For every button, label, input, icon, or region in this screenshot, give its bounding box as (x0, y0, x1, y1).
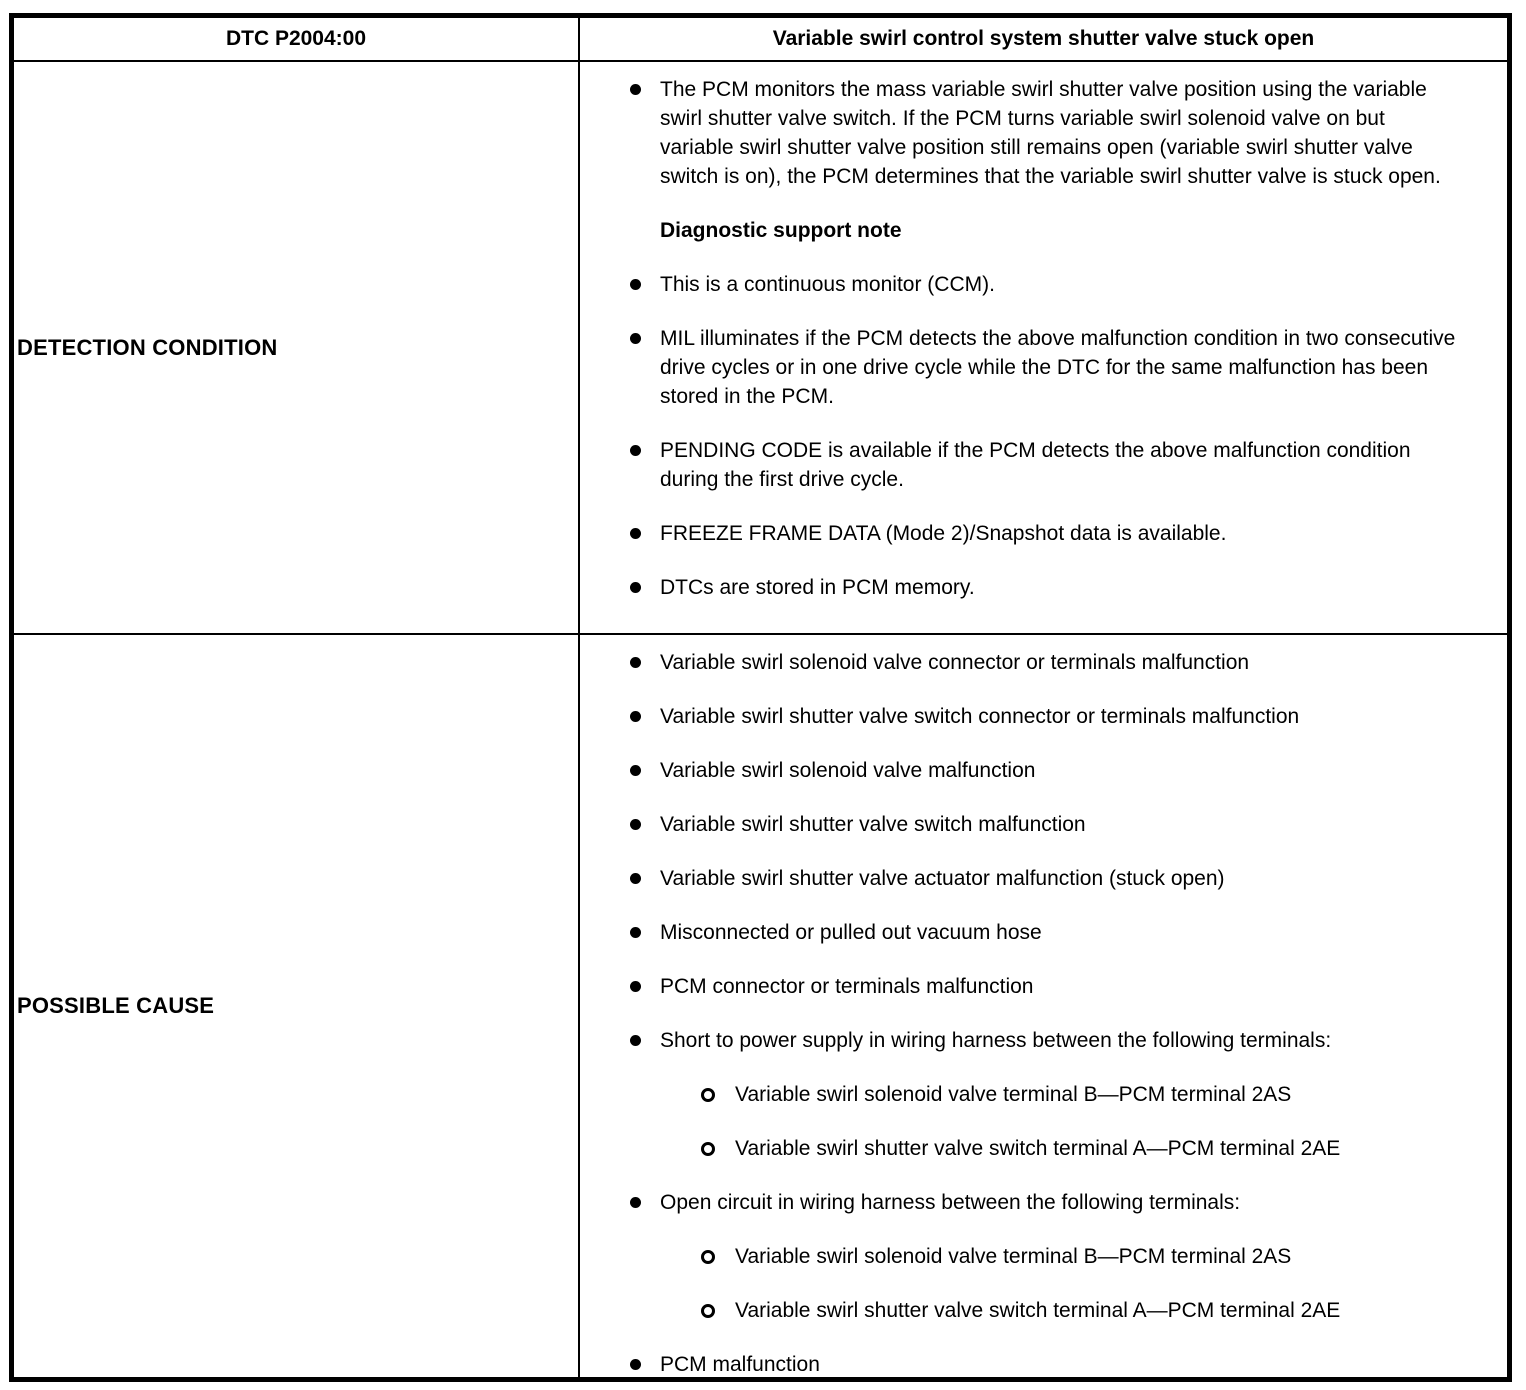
bullet-item (580, 1026, 1462, 1055)
dtc-title-header (580, 18, 1507, 62)
bullet-item (580, 1350, 1462, 1377)
item-text: PENDING CODE is available if the PCM detects the above malfunction condition during the first drive cycle. (660, 439, 1411, 491)
bullet-item (580, 75, 1462, 191)
filled-bullet-icon (630, 333, 641, 344)
filled-bullet-icon (630, 873, 641, 884)
item-text: Variable swirl solenoid valve terminal B—PCM terminal 2AS (735, 1083, 1292, 1106)
bullet-item (580, 864, 1462, 893)
sub-bullet-item (580, 1242, 1462, 1271)
bullet-item (580, 810, 1462, 839)
filled-bullet-icon (630, 1197, 641, 1208)
filled-bullet-icon (630, 1359, 641, 1370)
bullet-item (580, 270, 1462, 299)
item-text: The PCM monitors the mass variable swirl shutter valve position using the variable swirl shutter valve switch. If the PCM turns variable swirl solenoid valve on but variable swirl shutter valve position still remains open (variable swirl shutter valve switch is on), the PCM determines that the variable swirl shutter valve is stuck open. (660, 78, 1441, 188)
bullet-item (580, 1188, 1462, 1217)
dtc-title-text: Variable swirl control system shutter valve stuck open (772, 27, 1315, 50)
filled-bullet-icon (630, 819, 641, 830)
item-text: MIL illuminates if the PCM detects the above malfunction condition in two consecutive drive cycles or in one drive cycle while the DTC for the same malfunction has been stored in the PCM. (660, 327, 1456, 408)
hollow-circle-bullet-icon (701, 1088, 715, 1102)
item-text: DTCs are stored in PCM memory. (660, 576, 975, 599)
dtc-code-header (14, 18, 580, 62)
dtc-code-text: DTC P2004:00 (225, 27, 367, 50)
item-text: Variable swirl shutter valve switch malfunction (660, 813, 1086, 836)
filled-bullet-icon (630, 657, 641, 668)
filled-bullet-icon (630, 711, 641, 722)
item-text: Variable swirl shutter valve switch terminal A—PCM terminal 2AE (735, 1137, 1341, 1160)
filled-bullet-icon (630, 1035, 641, 1046)
item-text: Variable swirl solenoid valve connector or terminals malfunction (660, 651, 1250, 674)
note-heading (580, 216, 1462, 245)
bullet-item (580, 756, 1462, 785)
bullet-item (580, 324, 1462, 411)
hollow-circle-bullet-icon (701, 1304, 715, 1318)
item-text: This is a continuous monitor (CCM). (660, 273, 995, 296)
filled-bullet-icon (630, 279, 641, 290)
item-text: Variable swirl shutter valve switch terminal A—PCM terminal 2AE (735, 1299, 1341, 1322)
detection-condition-label: DETECTION CONDITION (17, 334, 278, 360)
filled-bullet-icon (630, 582, 641, 593)
item-text: Open circuit in wiring harness between the following terminals: (660, 1191, 1241, 1214)
bullet-item (580, 573, 1462, 602)
item-text: Variable swirl solenoid valve malfunction (660, 759, 1036, 782)
item-text: Short to power supply in wiring harness between the following terminals: (660, 1029, 1332, 1052)
item-text: FREEZE FRAME DATA (Mode 2)/Snapshot data is available. (660, 522, 1227, 545)
filled-bullet-icon (630, 445, 641, 456)
dtc-table (9, 13, 1512, 1382)
hollow-circle-bullet-icon (701, 1250, 715, 1264)
item-text: Misconnected or pulled out vacuum hose (660, 921, 1042, 944)
possible-cause-label: POSSIBLE CAUSE (17, 993, 215, 1018)
filled-bullet-icon (630, 981, 641, 992)
detection-condition-label-cell (14, 62, 580, 635)
filled-bullet-icon (630, 927, 641, 938)
bullet-item (580, 436, 1462, 494)
item-text: PCM connector or terminals malfunction (660, 975, 1034, 998)
filled-bullet-icon (630, 528, 641, 539)
bullet-item (580, 972, 1462, 1001)
sub-bullet-item (580, 1296, 1462, 1325)
bullet-item (580, 648, 1462, 677)
bullet-item (580, 519, 1462, 548)
item-text: PCM malfunction (660, 1353, 820, 1376)
filled-bullet-icon (630, 765, 641, 776)
bullet-item (580, 918, 1462, 947)
bullet-item (580, 702, 1462, 731)
sub-bullet-item (580, 1080, 1462, 1109)
detection-condition-content (580, 62, 1507, 635)
item-text: Variable swirl shutter valve switch connector or terminals malfunction (660, 705, 1300, 728)
item-text: Diagnostic support note (660, 219, 902, 242)
possible-cause-content (580, 635, 1507, 1377)
item-text: Variable swirl shutter valve actuator malfunction (stuck open) (660, 867, 1225, 890)
filled-bullet-icon (630, 84, 641, 95)
possible-cause-label-cell (14, 635, 580, 1377)
sub-bullet-item (580, 1134, 1462, 1163)
hollow-circle-bullet-icon (701, 1142, 715, 1156)
item-text: Variable swirl solenoid valve terminal B—PCM terminal 2AS (735, 1245, 1292, 1268)
